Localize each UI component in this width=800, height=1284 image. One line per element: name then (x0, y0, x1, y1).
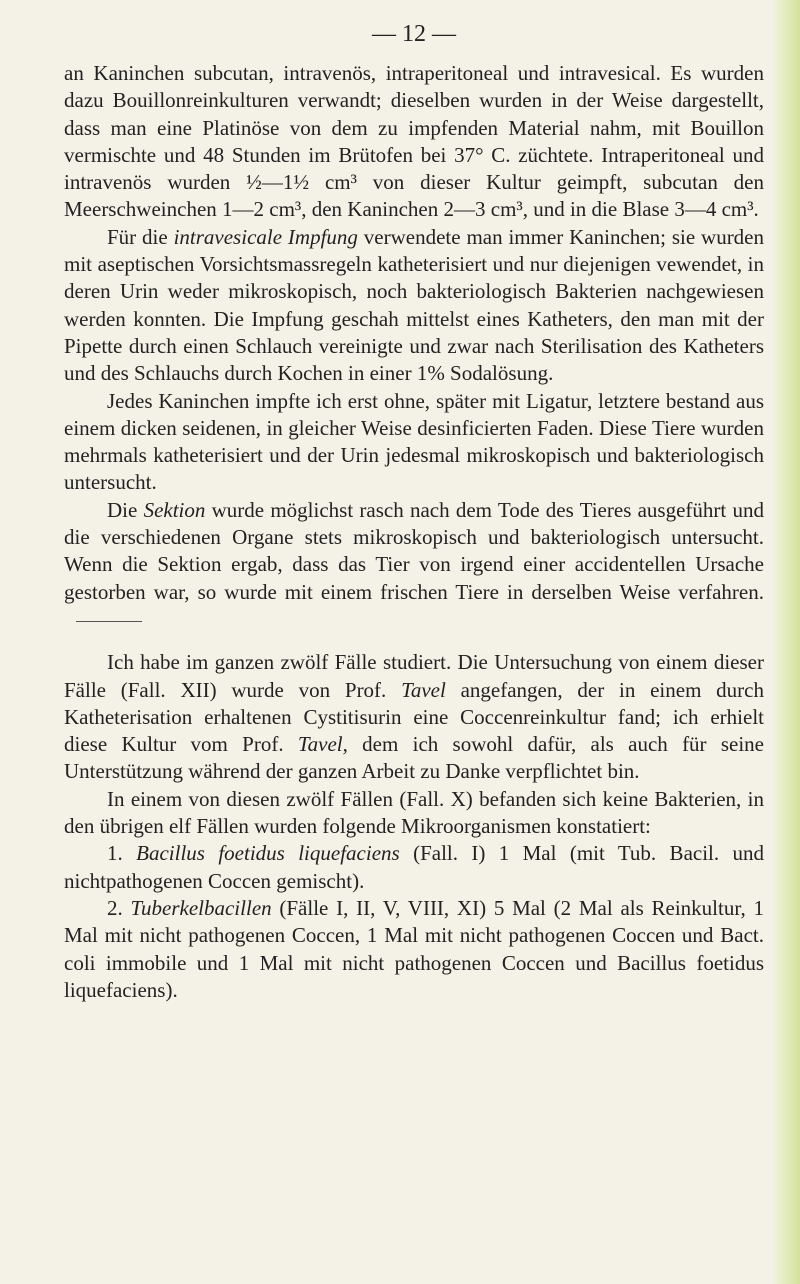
text-run: Die (107, 497, 144, 522)
text-run: (Fall. I) 1 Mal (mit Tub. Bacil. und nichtpathogenen Coccen gemischt). (64, 841, 765, 893)
text-run: Für die (107, 224, 174, 249)
paragraph-sektion (64, 497, 764, 633)
section-gap (64, 633, 764, 649)
document-page (64, 16, 764, 1004)
emphasis: Bacillus foetidus liquefaciens (136, 841, 400, 866)
text-run: angefangen, der in einem durch Katheterisation erhaltenen Cystitisurin eine Coccenreinkultur fand; ich erhielt diese Kultur vom Prof. (64, 677, 764, 757)
text-run: (Fälle I, II, V, VIII, XI) 5 Mal (2 Mal als Reinkultur, 1 Mal mit nicht pathogenen Coccen, 1 Mal mit nicht pathogenen Coccen und Bact. coli immobile und 1 Mal mit nicht pathogenen Coccen und Bacillus foetidus liquefaciens). (64, 895, 765, 1002)
paragraph-methods: an Kaninchen subcutan, intravenös, intraperitoneal und intravesical. Es wurden dazu Bouillonreinkulturen verwandt; dieselben wurden in der Weise dargestellt, dass man eine Platinöse von dem zu impfenden Material nahm, mit Bouillon vermischte und 48 Stunden im Brütofen bei 37° C. züchtete. Intraperitoneal und intravenös wurden ½—1½ cm³ von dieser Kultur geimpft, subcutan den Meerschweinchen 1—2 cm³, den Kaninchen 2—3 cm³, und in die Blase 3—4 cm³. (64, 61, 764, 222)
emphasis: Tavel, (297, 732, 348, 757)
text-run: 1. (107, 841, 137, 866)
emphasis: intravesicale Impfung (173, 224, 358, 249)
emphasis: Sektion (143, 497, 206, 522)
paragraph-cases (64, 649, 764, 785)
text-run: verwendete man immer Kaninchen; sie wurden mit aseptischen Vorsichtsmassregeln katheterisiert und nur diejenigen vewendet, in deren Urin weder mikroskopisch, noch bakteriologisch Bakterien nachgewiesen werden konnten. Die Impfung geschah mittelst eines Katheters, den man mit der Pipette durch einen Schlauch vereinigte und zwar nach Sterilisation des Katheters und des Schlauchs durch Kochen in einer 1% Sodalösung. (64, 224, 765, 386)
paragraph-ligature: Jedes Kaninchen impfte ich erst ohne, später mit Ligatur, letztere bestand aus einem dicken seidenen, in gleicher Weise desinficierten Faden. Diese Tiere wurden mehrmals katheterisiert und der Urin jedesmal mikroskopisch und bakteriologisch untersucht. (64, 388, 764, 495)
list-item-1 (64, 840, 764, 895)
section-rule (76, 621, 142, 622)
text-run: dem ich sowohl dafür, als auch für seine Unterstützung während der ganzen Arbeit zu Danke verpflichtet bin. (64, 732, 764, 784)
paragraph-results: In einem von diesen zwölf Fällen (Fall. X) befanden sich keine Bakterien, in den übrigen elf Fällen wurden folgende Mikroorganismen konstatiert: (64, 786, 764, 839)
emphasis: Tuberkelbacillen (130, 895, 272, 920)
list-item-2 (64, 895, 764, 1004)
text-run: wurde möglichst rasch nach dem Tode des Tieres ausgeführt und die verschiedenen Organe stets mikroskopisch und bakteriologisch untersucht. Wenn die Sektion ergab, dass das Tier von irgend einer accidentellen Ursache gestorben war, so wurde mit einem frischen Tiere in derselben Weise verfahren. (64, 497, 764, 604)
page-number: — 12 — (372, 21, 456, 47)
text-run: 2. (107, 895, 131, 920)
text-run: Ich habe im ganzen zwölf Fälle studiert. Die Untersuchung von einem dieser Fälle (Fall. XII) wurde von Prof. (64, 650, 764, 702)
page-edge-shadow (772, 0, 800, 1284)
paragraph-intravesical (64, 224, 764, 388)
emphasis: Tavel (401, 677, 446, 702)
